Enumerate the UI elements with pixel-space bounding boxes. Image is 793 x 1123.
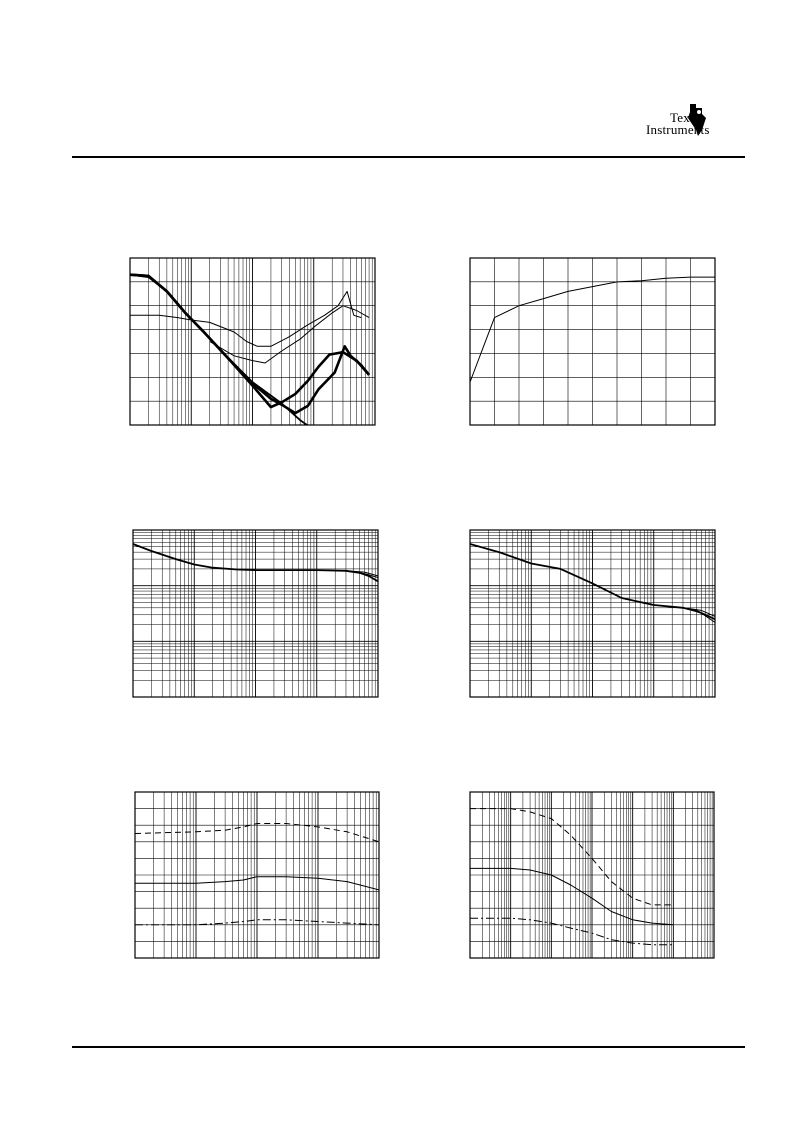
series-line-1: [470, 809, 673, 905]
series-group: [470, 809, 673, 945]
series-line-3: [470, 918, 673, 945]
footer-rule: [72, 1046, 745, 1048]
logo-text-line1: Texas: [670, 110, 702, 125]
logo-text-line2: Instruments: [646, 122, 710, 137]
series-line-2: [470, 868, 673, 924]
